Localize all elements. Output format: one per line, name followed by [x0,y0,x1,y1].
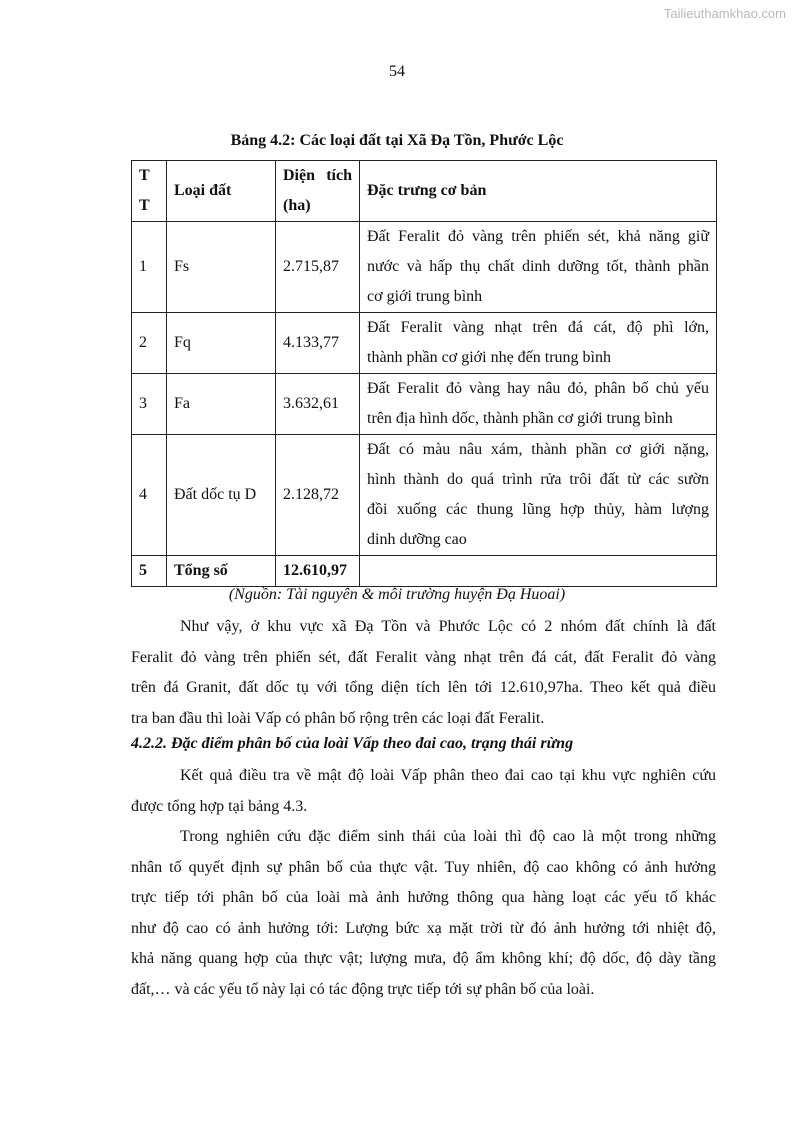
header-soil-type: Loại đất [167,161,276,222]
cell-area: 3.632,61 [276,374,360,435]
header-area: Diện tích (ha) [276,161,360,222]
cell-tt: 2 [132,313,167,374]
cell-features: Đất Feralit đỏ vàng trên phiến sét, khả năng giữ nước và hấp thụ chất dinh dưỡng tốt, thành phần cơ giới trung bình [360,222,717,313]
cell-soil: Fa [167,374,276,435]
table-caption: Bảng 4.2: Các loại đất tại Xã Đạ Tồn, Phước Lộc [230,132,564,149]
table-source: (Nguồn: Tài nguyên & môi trường huyện Đạ Huoai) [228,586,566,603]
table-header-row [132,161,717,222]
cell-soil: Fq [167,313,276,374]
paragraph-1: Như vậy, ở khu vực xã Đạ Tồn và Phước Lộc có 2 nhóm đất chính là đất Feralit đỏ vàng trên phiến sét, đất Feralit vàng nhạt trên đá cát, đất Feralit đỏ vàng trên đá Granit, đất dốc tụ với tổng diện tích lên tới 12.610,97ha. Theo kết quả điều tra ban đầu thì loài Vấp có phân bố rộng trên các loại đất Feralit. [131,618,716,727]
table-row [132,435,717,556]
cell-soil: Fs [167,222,276,313]
soil-table [131,160,717,587]
cell-features: Đất Feralit vàng nhạt trên đá cát, độ phì lớn, thành phần cơ giới nhẹ đến trung bình [360,313,717,374]
cell-features: Đất có màu nâu xám, thành phần cơ giới nặng, hình thành do quá trình rửa trôi đất từ các sườn đồi xuống các thung lũng hợp thủy, hàm lượng dinh dưỡng cao [360,435,717,556]
cell-area: 4.133,77 [276,313,360,374]
total-label: Tổng số [167,556,276,587]
table-row [132,222,717,313]
cell-tt: 4 [132,435,167,556]
total-area: 12.610,97 [276,556,360,587]
table-total-row [132,556,717,587]
cell-area: 2.715,87 [276,222,360,313]
table-row [132,313,717,374]
cell-tt: 3 [132,374,167,435]
cell-tt: 1 [132,222,167,313]
total-features [360,556,717,587]
paragraph-3: Trong nghiên cứu đặc điểm sinh thái của loài thì độ cao là một trong những nhân tố quyết định sự phân bố của thực vật. Tuy nhiên, độ cao không có ảnh hưởng trực tiếp tới phân bố của loài mà ảnh hưởng thông qua hàng loạt các yếu tố khác như độ cao có ảnh hưởng tới: Lượng bức xạ mặt trời từ đó ảnh hưởng tới nhiệt độ, khả năng quang hợp của thực vật; lượng mưa, độ ẩm không khí; độ dốc, độ dày tầng đất,… và các yếu tố này lại có tác động trực tiếp tới sự phân bố của loài. [131,828,716,998]
header-features: Đặc trưng cơ bản [360,161,717,222]
watermark: Tailieuthamkhao.com [663,6,786,21]
table-row [132,374,717,435]
total-tt: 5 [132,556,167,587]
paragraph-2: Kết quả điều tra về mật độ loài Vấp phân theo đai cao tại khu vực nghiên cứu được tổng hợp tại bảng 4.3. [131,767,716,815]
cell-features: Đất Feralit đỏ vàng hay nâu đỏ, phân bố chủ yếu trên địa hình dốc, thành phần cơ giới trung bình [360,374,717,435]
section-heading: 4.2.2. Đặc điểm phân bố của loài Vấp theo đai cao, trạng thái rừng [131,735,574,752]
cell-area: 2.128,72 [276,435,360,556]
page-number: 54 [389,63,405,80]
header-tt: T T [132,161,167,222]
cell-soil: Đất dốc tụ D [167,435,276,556]
